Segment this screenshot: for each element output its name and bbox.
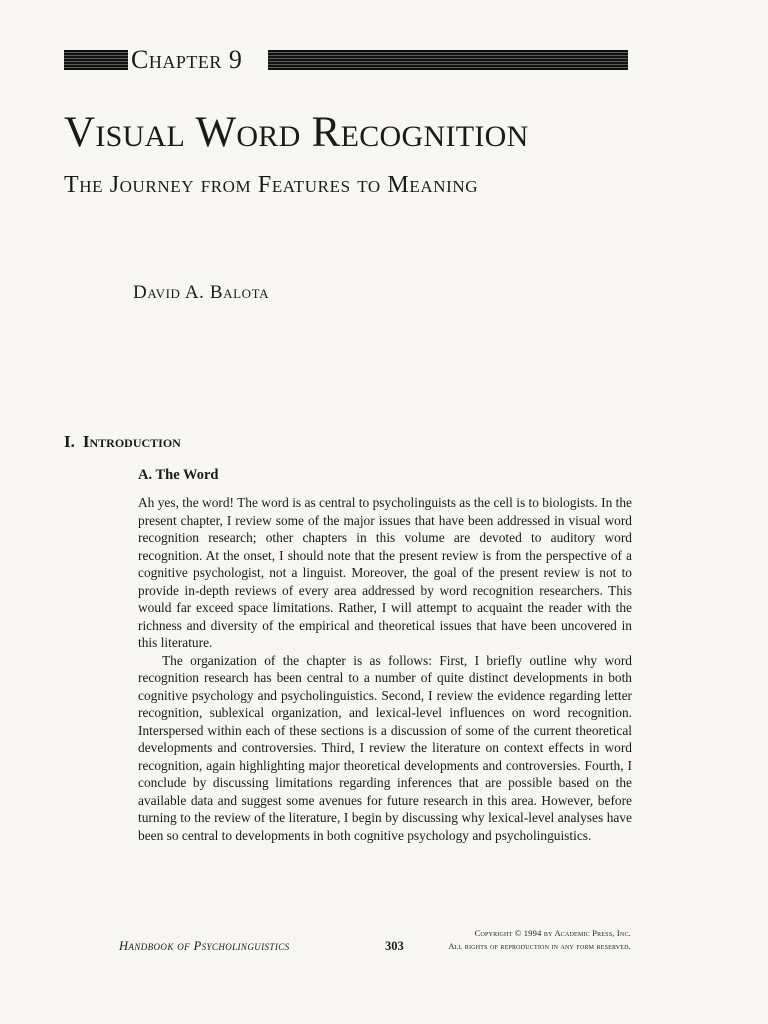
body-text xyxy=(138,494,632,844)
rights-line: All rights of reproduction in any form reserved. xyxy=(448,941,631,951)
footer-book-title: Handbook of Psycholinguistics xyxy=(119,939,290,953)
section-number: I. xyxy=(64,432,75,451)
chapter-subtitle: The Journey from Features to Meaning xyxy=(64,172,479,198)
chapter-label: Chapter 9 xyxy=(131,45,243,74)
chapter-bar-left xyxy=(64,50,128,70)
section-heading xyxy=(64,430,181,454)
paragraph: The organization of the chapter is as follows: First, I briefly outline why word recognition research has been central to a number of quite distinct developments in both cognitive psychology and psycholinguistics. Second, I review the evidence regarding letter recognition, sublexical organization, and lexical-level influences on word recognition. Interspersed within each of these sections is a discussion of some of the current theoretical developments and controversies. Third, I review the literature on context effects in word recognition, again highlighting major theoretical developments and controversies. Fourth, I conclude by discussing limitations regarding inferences that are possible based on the available data and suggest some avenues for future research in this area. However, before turning to the review of the literature, I begin by discussing why lexical-level analyses have been so central to developments in both cognitive psychology and psycholinguistics. xyxy=(138,652,632,843)
copyright-notice xyxy=(448,927,631,953)
paragraph: Ah yes, the word! The word is as central to psycholinguists as the cell is to biologists. In the present chapter, I review some of the major issues that have been addressed in visual word recognition research; other chapters in this volume are devoted to auditory word recognition. At the onset, I should note that the present review is from the perspective of a cognitive psychologist, not a linguist. Moreover, the goal of the present review is not to provide in-depth reviews of every area addressed by word recognition researchers. This would far exceed space limitations. Rather, I will attempt to acquaint the reader with the richness and diversity of the empirical and theoretical issues that have been uncovered in this literature. xyxy=(138,495,632,650)
author-name: David A. Balota xyxy=(133,282,270,303)
chapter-title: Visual Word Recognition xyxy=(64,109,529,156)
section-title: Introduction xyxy=(82,432,181,451)
copyright-line: Copyright © 1994 by Academic Press, Inc. xyxy=(474,928,631,938)
page-number: 303 xyxy=(385,939,404,953)
chapter-bar-right xyxy=(268,50,628,70)
subsection-heading: A. The Word xyxy=(138,467,219,483)
